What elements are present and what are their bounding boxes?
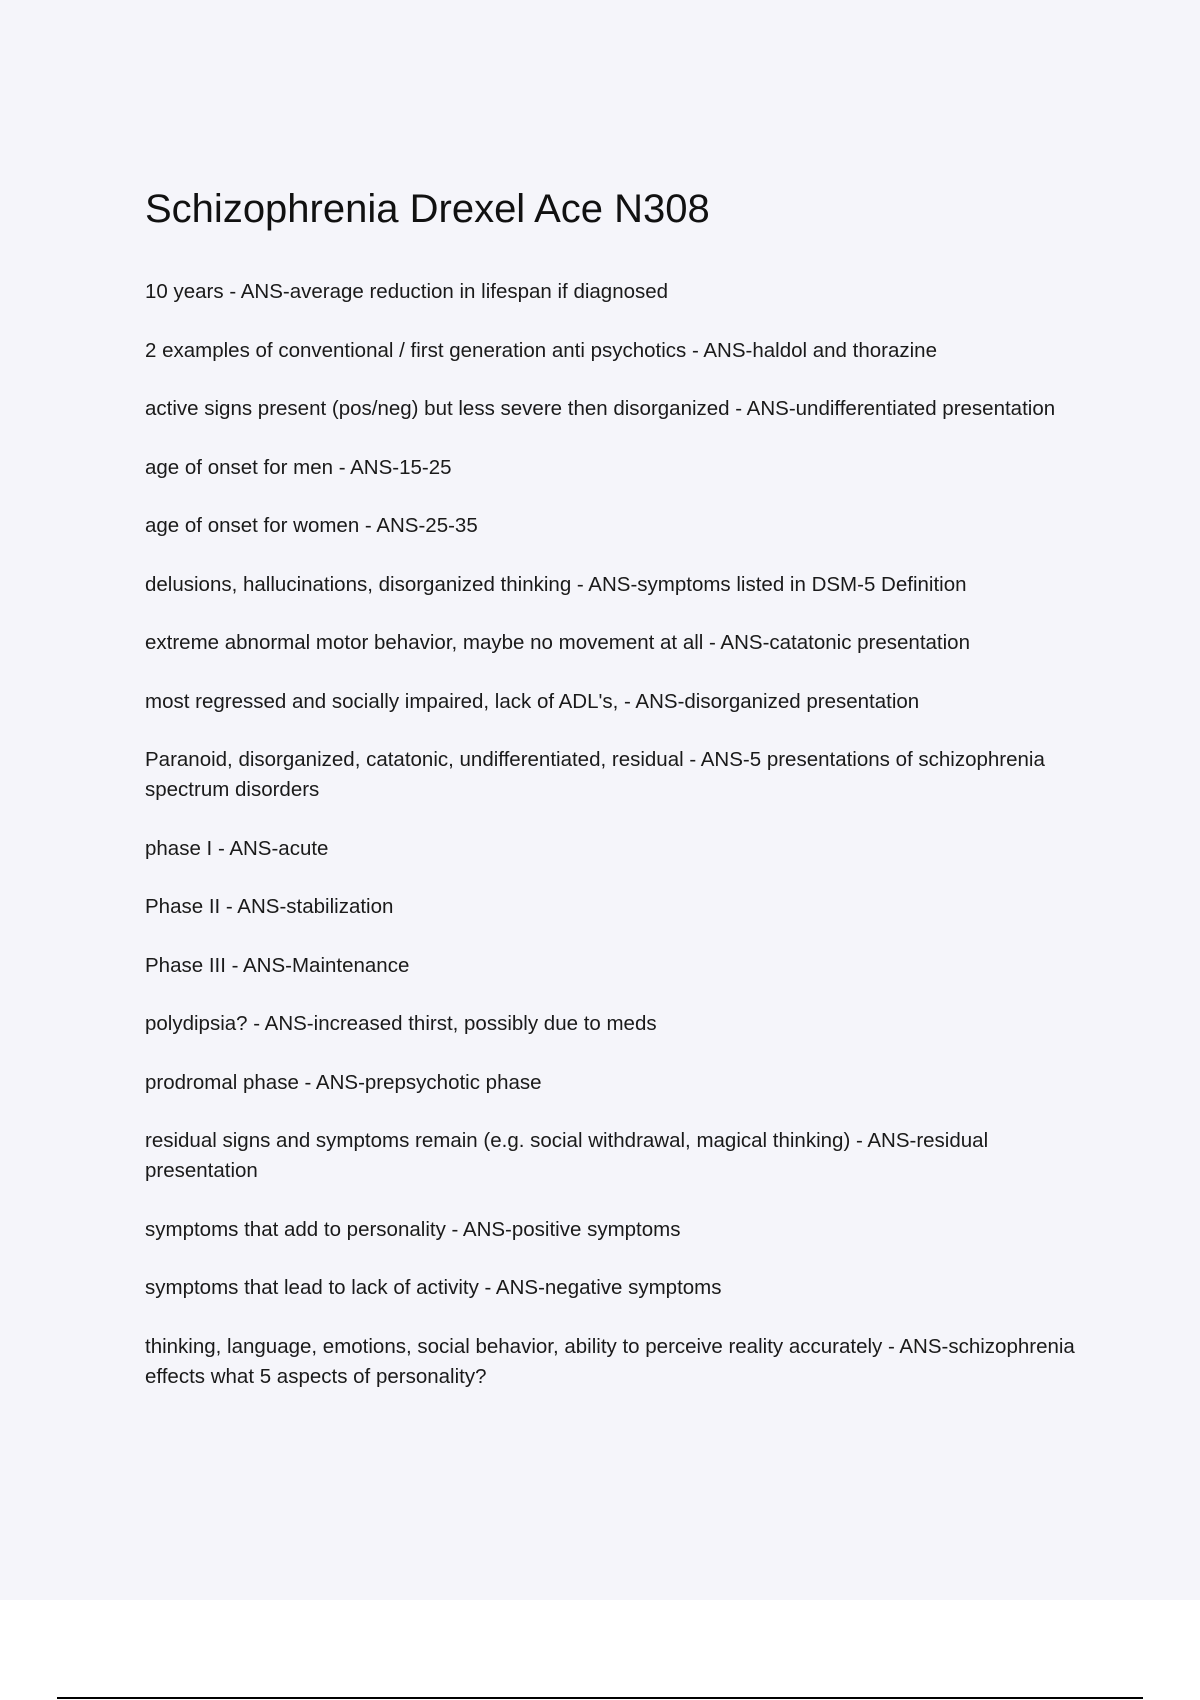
flashcard-entry: 2 examples of conventional / first generation anti psychotics - ANS-haldol and thorazine — [145, 338, 937, 362]
flashcard-entry: symptoms that add to personality - ANS-positive symptoms — [145, 1217, 681, 1241]
flashcard-entry: active signs present (pos/neg) but less severe then disorganized - ANS-undifferentiated presentation — [145, 397, 1056, 420]
document-title: Schizophrenia Drexel Ace N308 — [145, 187, 710, 231]
flashcard-entry: 10 years - ANS-average reduction in lifespan if diagnosed — [145, 280, 669, 303]
flashcard-entry: Phase II - ANS-stabilization — [145, 895, 394, 918]
flashcard-list — [145, 277, 1085, 1392]
flashcard-entry: symptoms that lead to lack of activity - ANS-negative symptoms — [145, 1276, 722, 1299]
flashcard-entry: polydipsia? - ANS-increased thirst, possibly due to meds — [145, 1012, 657, 1035]
flashcard-entry: prodromal phase - ANS-prepsychotic phase — [145, 1070, 542, 1094]
document-content — [145, 183, 1085, 1420]
flashcard-entry: delusions, hallucinations, disorganized thinking - ANS-symptoms listed in DSM-5 Definition — [145, 572, 967, 596]
flashcard-entry: most regressed and socially impaired, lack of ADL's, - ANS-disorganized presentation — [145, 689, 920, 713]
flashcard-entry: Phase III - ANS-Maintenance — [145, 953, 410, 977]
flashcard-entry: age of onset for men - ANS-15-25 — [145, 455, 452, 479]
flashcard-entry: thinking, language, emotions, social behavior, ability to perceive reality accurately - ANS-schizophrenia effects what 5 aspects of personality? — [145, 1334, 1075, 1388]
page-bottom-rule — [57, 1697, 1143, 1699]
flashcard-entry: residual signs and symptoms remain (e.g. social withdrawal, magical thinking) - ANS-residual presentation — [145, 1129, 989, 1182]
flashcard-entry: extreme abnormal motor behavior, maybe no movement at all - ANS-catatonic presentation — [145, 631, 970, 654]
flashcard-entry: Paranoid, disorganized, catatonic, undifferentiated, residual - ANS-5 presentations of schizophrenia spectrum disorders — [145, 748, 1045, 801]
flashcard-entry: phase I - ANS-acute — [145, 836, 329, 860]
flashcard-entry: age of onset for women - ANS-25-35 — [145, 514, 478, 537]
